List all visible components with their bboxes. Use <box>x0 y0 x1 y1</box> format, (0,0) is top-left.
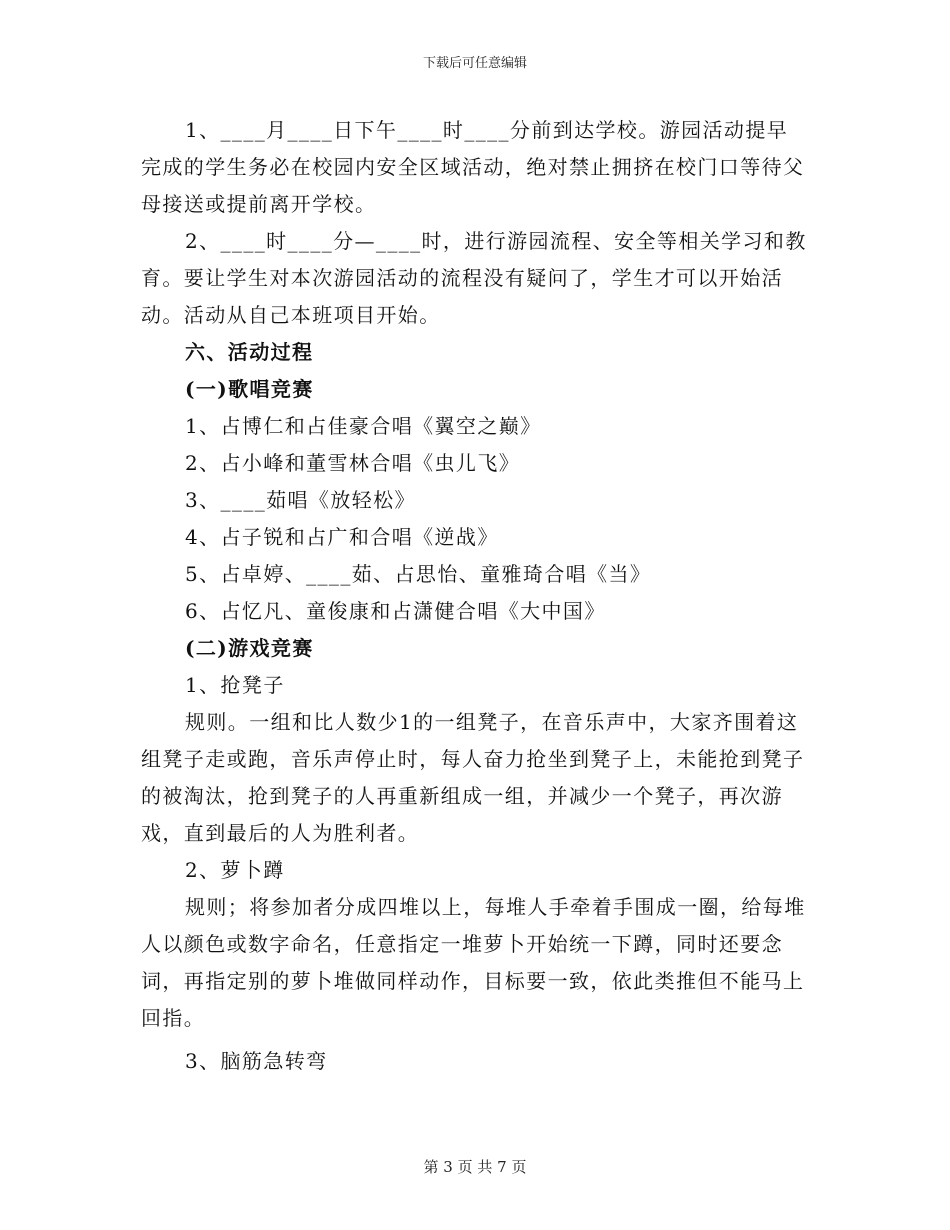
section-heading-activity-process: 六、活动过程 <box>185 340 314 364</box>
list-item: 3、____茹唱《放轻松》 <box>185 488 416 512</box>
game-title-musical-chairs: 1、抢凳子 <box>185 673 285 697</box>
paragraph-musical-chairs-rules: 规则。一组和比人数少1的一组凳子，在音乐声中，大家齐围着这组凳子走或跑，音乐声停止时，每人奋力抢坐到凳子上，未能抢到凳子的被淘汰，抢到凳子的人再重新组成一组，并减少一个凳子，再次游戏，直到最后的人为胜利者。 <box>141 710 805 845</box>
list-item: 5、占卓婷、____茹、占思怡、童雅琦合唱《当》 <box>185 562 652 586</box>
page-footer: 第 3 页 共 7 页 <box>423 1158 527 1176</box>
list-item: 6、占忆凡、童俊康和占潇健合唱《大中国》 <box>185 599 606 623</box>
document-body <box>141 112 809 1080</box>
page-header: 下载后可任意编辑 <box>422 56 527 71</box>
paragraph-radish-squat-rules: 规则；将参加者分成四堆以上，每堆人手牵着手围成一圈，给每堆人以颜色或数字命名，任意指定一堆萝卜开始统一下蹲，同时还要念词，再指定别的萝卜堆做同样动作，目标要一致，依此类推但不能马上回指。 <box>141 895 806 1030</box>
list-item: 4、占子锐和占广和合唱《逆战》 <box>185 525 499 549</box>
game-title-brain-teasers: 3、脑筋急转弯 <box>185 1049 328 1073</box>
game-title-radish-squat: 2、萝卜蹲 <box>185 858 285 882</box>
subsection-heading-singing-contest: (一)歌唱竞赛 <box>185 377 314 401</box>
paragraph-safety-education: 2、____时____分—____时，进行游园流程、安全等相关学习和教育。要让学生对本次游园活动的流程没有疑问了，学生才可以开始活动。活动从自己本班项目开始。 <box>141 229 807 327</box>
subsection-heading-game-contest: (二)游戏竞赛 <box>185 636 314 660</box>
paragraph-arrival-time: 1、____月____日下午____时____分前到达学校。游园活动提早完成的学生务必在校园内安全区域活动，绝对禁止拥挤在校门口等待父母接送或提前离开学校。 <box>141 118 805 216</box>
list-item: 2、占小峰和董雪林合唱《虫儿飞》 <box>185 451 521 475</box>
list-item: 1、占博仁和占佳豪合唱《翼空之巅》 <box>185 414 542 438</box>
